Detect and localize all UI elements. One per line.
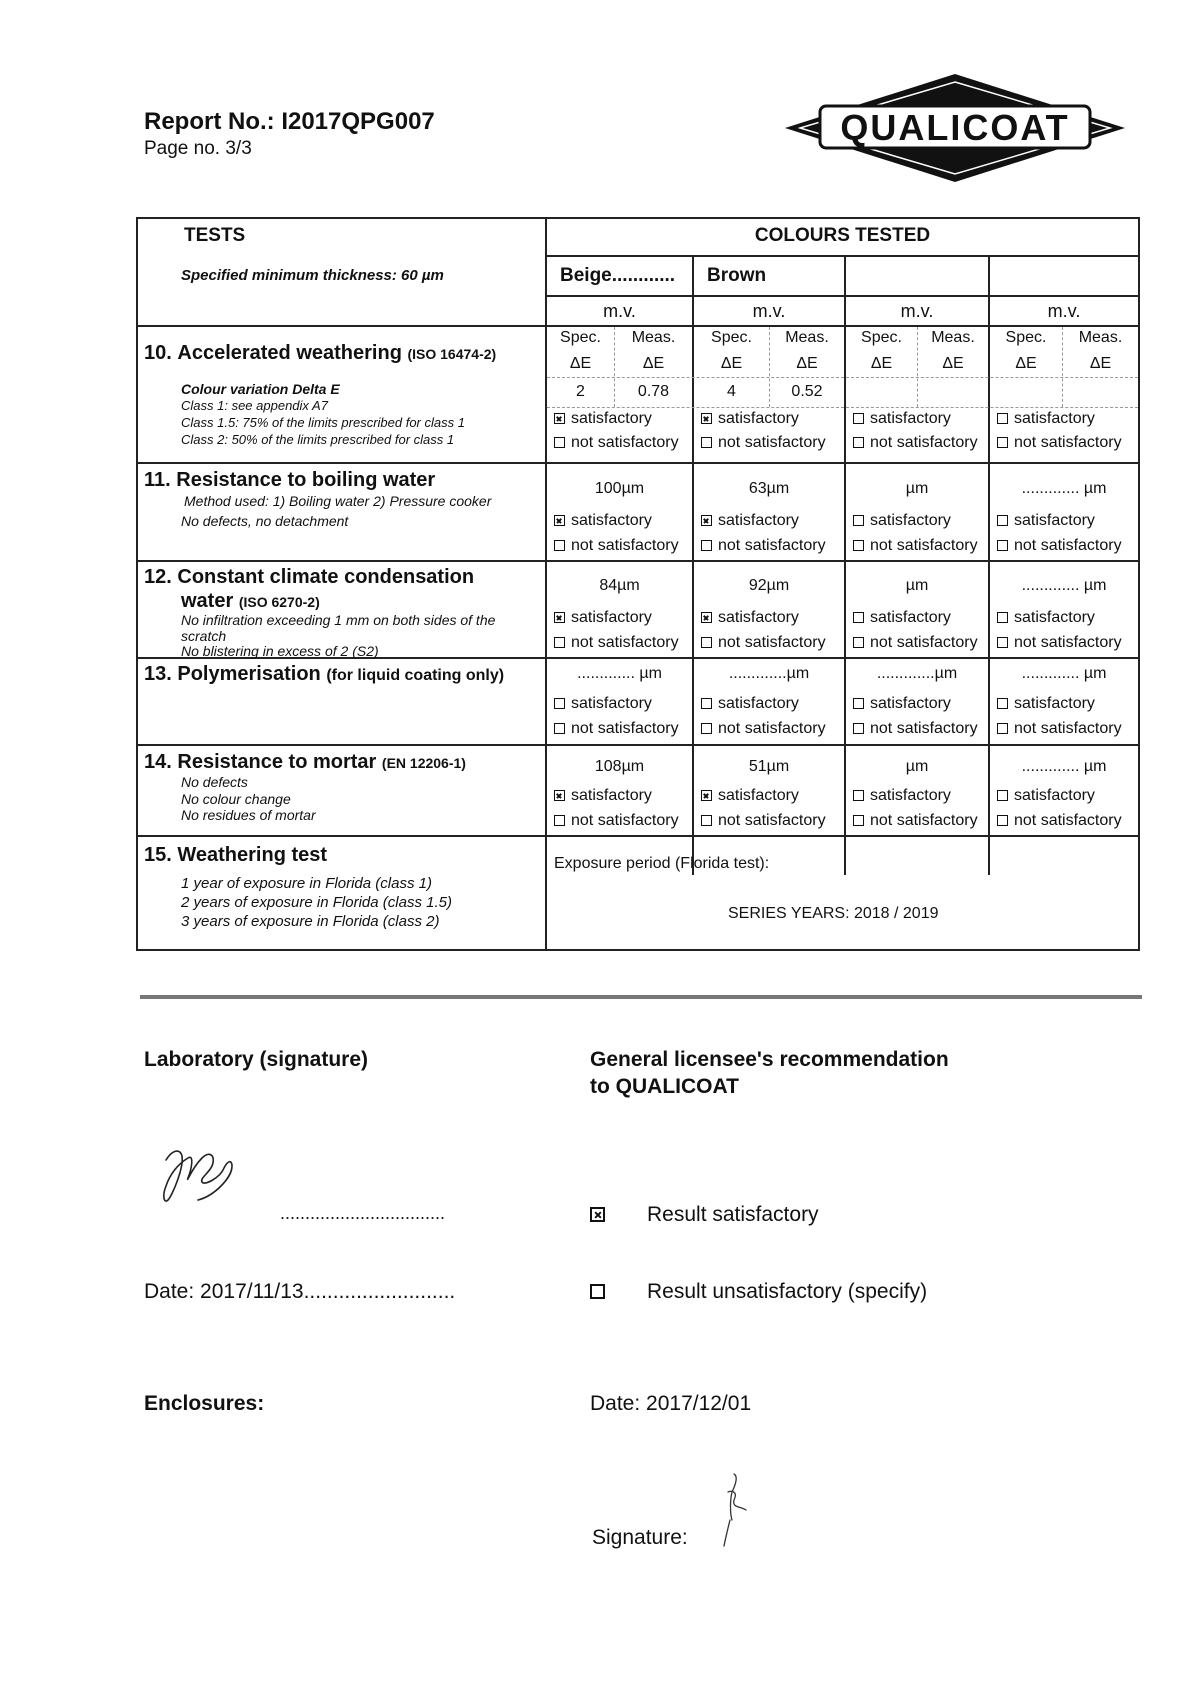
thickness-value: 92µm: [748, 577, 790, 594]
thickness-value: µm: [905, 577, 929, 594]
meas-label: Meas.: [631, 329, 676, 346]
thickness-value: 84µm: [599, 577, 640, 594]
delta-e-label: ΔE: [1015, 355, 1037, 372]
test-15-line: 2 years of exposure in Florida (class 1.5): [181, 894, 452, 911]
checkbox-icon: [853, 723, 864, 734]
not-satisfactory-option[interactable]: [997, 720, 1122, 738]
checkbox-icon: [997, 698, 1008, 709]
checkbox-label: not satisfactory: [1014, 720, 1122, 737]
checkbox-icon: [701, 637, 712, 648]
checkbox-icon: [554, 723, 565, 734]
satisfactory-option[interactable]: [853, 609, 951, 627]
thickness-value: ............. µm: [1021, 480, 1107, 497]
thickness-value: .............µm: [728, 665, 810, 682]
checkbox-label: satisfactory: [571, 787, 652, 804]
separator: [140, 995, 1142, 999]
satisfactory-option[interactable]: [853, 410, 951, 428]
checkbox-label: not satisfactory: [718, 434, 826, 451]
test-15-line: 3 years of exposure in Florida (class 2): [181, 913, 440, 930]
checkbox-icon: [554, 540, 565, 551]
delta-e-label: ΔE: [870, 355, 893, 372]
checkbox-icon: [701, 723, 712, 734]
checkbox-icon: [701, 413, 712, 424]
not-satisfactory-option[interactable]: [701, 434, 826, 452]
thickness-value: 63µm: [748, 480, 790, 497]
checkbox-icon: [554, 698, 565, 709]
checkbox-label: not satisfactory: [571, 537, 679, 554]
checkbox-label: not satisfactory: [1014, 812, 1122, 829]
thickness-value: ............. µm: [577, 665, 662, 682]
checkbox-label: satisfactory: [571, 512, 652, 529]
spec-label: Spec.: [560, 329, 601, 346]
checkbox-label: satisfactory: [571, 609, 652, 626]
checkbox-icon: [853, 698, 864, 709]
series-years: SERIES YEARS: 2018 / 2019: [728, 905, 939, 922]
test-10-line: Class 2: 50% of the limits prescribed for class 1: [181, 432, 455, 447]
delta-e-label: ΔE: [720, 355, 743, 372]
test-14-line: No residues of mortar: [181, 807, 316, 823]
checkbox-icon: [590, 1284, 605, 1299]
not-satisfactory-option[interactable]: [701, 812, 826, 830]
result-satisfactory-label: Result satisfactory: [647, 1203, 819, 1226]
not-satisfactory-option[interactable]: [554, 634, 679, 652]
test-14-line: No defects: [181, 774, 248, 790]
meas-value: 0.78: [637, 383, 670, 400]
checkbox-label: satisfactory: [870, 787, 951, 804]
checkbox-label: satisfactory: [1014, 512, 1095, 529]
not-satisfactory-option[interactable]: [701, 720, 826, 738]
checkbox-icon: [554, 437, 565, 448]
test-15-line: 1 year of exposure in Florida (class 1): [181, 875, 432, 892]
spec-label: Spec.: [1005, 329, 1047, 346]
checkbox-label: not satisfactory: [1014, 634, 1122, 651]
satisfactory-option[interactable]: [997, 787, 1095, 805]
satisfactory-option[interactable]: [853, 695, 951, 713]
thickness-value: ............. µm: [1021, 577, 1107, 594]
qualicoat-logo: [780, 72, 1130, 184]
checkbox-label: satisfactory: [870, 695, 951, 712]
not-satisfactory-option[interactable]: [853, 434, 978, 452]
test-11-line: No defects, no detachment: [181, 513, 349, 529]
signature-dots: .................................: [280, 1203, 446, 1223]
checkbox-icon: [853, 637, 864, 648]
not-satisfactory-option[interactable]: [997, 812, 1122, 830]
checkbox-icon: [997, 637, 1008, 648]
result-satisfactory-checkbox[interactable]: [590, 1207, 611, 1226]
checkbox-label: not satisfactory: [718, 812, 826, 829]
satisfactory-option[interactable]: [853, 512, 951, 530]
checkbox-label: satisfactory: [718, 410, 799, 427]
checkbox-icon: [554, 637, 565, 648]
spec-label: Spec.: [711, 329, 752, 346]
not-satisfactory-option[interactable]: [853, 720, 978, 738]
not-satisfactory-option[interactable]: [997, 634, 1122, 652]
checkbox-icon: [853, 413, 864, 424]
not-satisfactory-option[interactable]: [997, 434, 1122, 452]
result-unsatisfactory-label: Result unsatisfactory (specify): [647, 1280, 928, 1303]
checkbox-label: satisfactory: [870, 512, 951, 529]
delta-e-label: ΔE: [642, 355, 665, 372]
licensee-signature: [710, 1470, 760, 1550]
satisfactory-option[interactable]: [997, 512, 1095, 530]
checkbox-icon: [997, 413, 1008, 424]
checkbox-icon: [853, 612, 864, 623]
checkbox-label: satisfactory: [718, 609, 799, 626]
checkbox-label: satisfactory: [1014, 695, 1095, 712]
checkbox-icon: [997, 790, 1008, 801]
spec-value: 2: [576, 383, 585, 400]
test-12-title-cont: water (ISO 6270-2): [181, 590, 320, 612]
tests-heading: TESTS: [184, 225, 246, 246]
test-10-subtitle: Colour variation Delta E: [181, 381, 340, 397]
thickness-value: 51µm: [748, 758, 790, 775]
thickness-value: ............. µm: [1021, 665, 1107, 682]
satisfactory-option[interactable]: [701, 609, 799, 627]
checkbox-icon: [997, 437, 1008, 448]
tests-table: [136, 217, 1140, 951]
not-satisfactory-option[interactable]: [554, 812, 679, 830]
not-satisfactory-option[interactable]: [701, 537, 826, 555]
delta-e-label: ΔE: [569, 355, 592, 372]
satisfactory-option[interactable]: [997, 695, 1095, 713]
spec-label: Spec.: [861, 329, 902, 346]
test-10-title: 10. Accelerated weathering (ISO 16474-2): [144, 342, 497, 364]
meas-value: 0.52: [791, 383, 823, 400]
thickness-value: .............µm: [876, 665, 958, 682]
checkbox-label: not satisfactory: [870, 537, 978, 554]
test-11-line: Method used: 1) Boiling water 2) Pressure cooker: [184, 493, 492, 509]
checkbox-label: not satisfactory: [571, 812, 679, 829]
not-satisfactory-option[interactable]: [853, 812, 978, 830]
test-14-line: No colour change: [181, 791, 291, 807]
licensee-rec-title: General licensee's recommendation: [590, 1048, 949, 1071]
not-satisfactory-option[interactable]: [554, 537, 679, 555]
checkbox-label: satisfactory: [718, 787, 799, 804]
test-12-line: No blistering in excess of 2 (S2): [181, 643, 379, 659]
not-satisfactory-option[interactable]: [554, 434, 679, 452]
satisfactory-option[interactable]: [853, 787, 951, 805]
licensee-date: Date: 2017/12/01: [590, 1392, 752, 1415]
meas-label: Meas.: [785, 329, 829, 346]
checkbox-icon: [701, 612, 712, 623]
logo-text: QUALICOAT: [840, 107, 1070, 148]
checkbox-label: not satisfactory: [718, 634, 826, 651]
thickness-value: 100µm: [594, 480, 645, 497]
test-11-title: 11. Resistance to boiling water: [144, 469, 436, 491]
mv-label: m.v.: [752, 301, 786, 321]
licensee-rec-title-2: to QUALICOAT: [590, 1075, 739, 1098]
checkbox-icon: [554, 612, 565, 623]
checkbox-label: satisfactory: [1014, 787, 1095, 804]
checkbox-icon: [554, 515, 565, 526]
checkbox-label: satisfactory: [718, 512, 799, 529]
not-satisfactory-option[interactable]: [701, 634, 826, 652]
lab-date: Date: 2017/11/13..........................: [144, 1280, 456, 1303]
checkbox-label: not satisfactory: [870, 434, 978, 451]
checkbox-icon: [853, 515, 864, 526]
thickness-value: 108µm: [594, 758, 645, 775]
checkbox-icon: [701, 540, 712, 551]
enclosures-label: Enclosures:: [144, 1392, 265, 1415]
mv-label: m.v.: [900, 301, 934, 321]
delta-e-label: ΔE: [942, 355, 964, 372]
test-13-title: 13. Polymerisation (for liquid coating only): [144, 663, 505, 685]
checkbox-label: satisfactory: [571, 695, 652, 712]
satisfactory-option[interactable]: [554, 609, 652, 627]
not-satisfactory-option[interactable]: [853, 634, 978, 652]
satisfactory-option[interactable]: [554, 410, 652, 428]
mv-label: m.v.: [603, 301, 636, 321]
colours-tested-heading: COLOURS TESTED: [754, 225, 931, 246]
satisfactory-option[interactable]: [554, 787, 652, 805]
checkbox-label: satisfactory: [718, 695, 799, 712]
checkbox-label: satisfactory: [1014, 410, 1095, 427]
checkbox-label: not satisfactory: [571, 434, 679, 451]
checkbox-icon: [853, 437, 864, 448]
min-thickness: Specified minimum thickness: 60 µm: [181, 267, 444, 284]
thickness-value: ............. µm: [1021, 758, 1107, 775]
checkbox-label: not satisfactory: [870, 634, 978, 651]
satisfactory-option[interactable]: [701, 695, 799, 713]
test-14-title: 14. Resistance to mortar (EN 12206-1): [144, 751, 466, 773]
spec-value: 4: [727, 383, 736, 400]
test-12-line: scratch: [181, 628, 227, 644]
satisfactory-option[interactable]: [997, 410, 1095, 428]
checkbox-label: not satisfactory: [571, 634, 679, 651]
delta-e-label: ΔE: [1089, 355, 1112, 372]
checkbox-icon: [853, 540, 864, 551]
checkbox-icon: [997, 612, 1008, 623]
mv-label: m.v.: [1047, 301, 1081, 321]
laboratory-signature: [158, 1138, 250, 1206]
checkbox-icon: [554, 815, 565, 826]
checkbox-label: not satisfactory: [1014, 537, 1122, 554]
checkbox-icon: [554, 413, 565, 424]
checkbox-label: satisfactory: [571, 410, 652, 427]
page-number: Page no. 3/3: [144, 138, 252, 159]
meas-label: Meas.: [931, 329, 975, 346]
checkbox-label: not satisfactory: [718, 720, 826, 737]
checkbox-icon: [997, 515, 1008, 526]
report-number: Report No.: I2017QPG007: [144, 108, 435, 135]
checkbox-icon: [853, 790, 864, 801]
checkbox-icon: [997, 815, 1008, 826]
checkbox-label: not satisfactory: [571, 720, 679, 737]
satisfactory-option[interactable]: [701, 787, 799, 805]
result-unsatisfactory-checkbox[interactable]: [590, 1284, 611, 1303]
meas-label: Meas.: [1078, 329, 1123, 346]
lab-signature-label: Laboratory (signature): [144, 1048, 369, 1071]
not-satisfactory-option[interactable]: [853, 537, 978, 555]
not-satisfactory-option[interactable]: [997, 537, 1122, 555]
checkbox-label: satisfactory: [870, 609, 951, 626]
checkbox-icon: [554, 790, 565, 801]
checkbox-label: not satisfactory: [1014, 434, 1122, 451]
checkbox-icon: [701, 790, 712, 801]
test-12-title: 12. Constant climate condensation: [144, 566, 475, 588]
checkbox-label: not satisfactory: [870, 812, 978, 829]
checkbox-label: not satisfactory: [870, 720, 978, 737]
test-10-line: Class 1.5: 75% of the limits prescribed for class 1: [181, 415, 465, 430]
test-10-line: Class 1: see appendix A7: [181, 398, 328, 413]
checkbox-icon: [853, 815, 864, 826]
checkbox-label: satisfactory: [870, 410, 951, 427]
thickness-value: µm: [905, 758, 929, 775]
checkbox-label: satisfactory: [1014, 609, 1095, 626]
test-12-line: No infiltration exceeding 1 mm on both sides of the: [181, 612, 496, 628]
satisfactory-option[interactable]: [701, 410, 799, 428]
satisfactory-option[interactable]: [554, 695, 652, 713]
satisfactory-option[interactable]: [701, 512, 799, 530]
colour-2: Brown: [707, 265, 767, 286]
checkbox-icon: [997, 723, 1008, 734]
test-15-title: 15. Weathering test: [144, 844, 328, 866]
thickness-value: µm: [905, 480, 929, 497]
satisfactory-option[interactable]: [997, 609, 1095, 627]
signature-label: Signature:: [592, 1526, 688, 1549]
not-satisfactory-option[interactable]: [554, 720, 679, 738]
checkbox-icon: [701, 698, 712, 709]
delta-e-label: ΔE: [796, 355, 818, 372]
checkbox-label: not satisfactory: [718, 537, 826, 554]
exposure-period: Exposure period (Florida test):: [554, 855, 770, 872]
checkbox-icon: [997, 540, 1008, 551]
checkbox-icon: [701, 437, 712, 448]
checkbox-icon: [701, 815, 712, 826]
colour-1: Beige............: [560, 265, 676, 286]
checkbox-icon: [701, 515, 712, 526]
satisfactory-option[interactable]: [554, 512, 652, 530]
checkbox-icon: [590, 1207, 605, 1222]
